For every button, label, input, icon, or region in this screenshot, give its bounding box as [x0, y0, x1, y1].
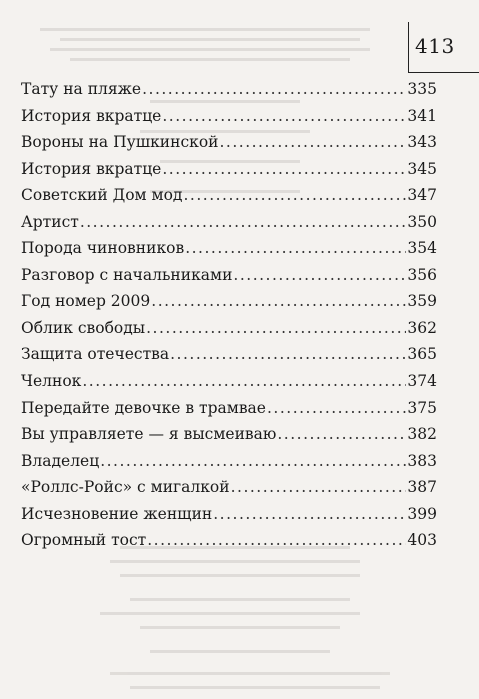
- toc-entry: [21, 505, 437, 532]
- toc-entry-title: Советский Дом мод: [21, 186, 183, 205]
- toc-leader: [213, 505, 406, 523]
- toc-entry: [21, 266, 437, 293]
- toc-leader: [233, 266, 406, 284]
- toc-entry-page: 382: [407, 425, 437, 444]
- toc-leader: [80, 213, 407, 231]
- toc-entry-page: 365: [407, 345, 437, 364]
- toc-entry-page: 347: [407, 186, 437, 205]
- toc-entry: [21, 160, 437, 187]
- toc-entry-page: 399: [407, 504, 437, 523]
- toc-entry-title: «Роллс-Ройс» с мигалкой: [21, 478, 230, 497]
- toc-entry-title: Передайте девочке в трамвае: [21, 398, 266, 417]
- toc-entry: [21, 319, 437, 346]
- toc-leader: [100, 452, 406, 470]
- toc-entry: [21, 292, 437, 319]
- toc-entry-page: 335: [407, 80, 437, 98]
- toc-entry-title: История вкратце: [21, 106, 162, 125]
- toc-entry-page: 341: [407, 106, 437, 125]
- toc-leader: [162, 107, 406, 125]
- toc-entry-page: 356: [407, 265, 437, 284]
- toc-entry: [21, 345, 437, 372]
- toc-entry: [21, 372, 437, 399]
- toc-entry: [21, 425, 437, 452]
- toc-entry-title: Вороны на Пушкинской: [21, 133, 219, 152]
- toc-entry-title: Год номер 2009: [21, 292, 151, 311]
- toc-entry-page: 403: [407, 531, 437, 550]
- toc-entry-title: Защита отечества: [21, 345, 170, 364]
- toc-entry-page: 375: [407, 398, 437, 417]
- toc-leader: [183, 186, 406, 204]
- toc-leader: [142, 80, 406, 98]
- toc-leader: [162, 160, 406, 178]
- toc-leader: [146, 319, 406, 337]
- toc-entry: [21, 133, 437, 160]
- toc-entry: [21, 478, 437, 505]
- toc-entry-page: 350: [407, 212, 437, 231]
- page-number: 413: [415, 34, 455, 58]
- toc-entry: [21, 107, 437, 134]
- toc-entry-title: Разговор с начальниками: [21, 265, 233, 284]
- toc-entry-page: 343: [407, 133, 437, 152]
- toc-entry-page: 354: [407, 239, 437, 258]
- toc-entry: [21, 80, 437, 107]
- toc-entry: [21, 452, 437, 479]
- toc-entry-title: Челнок: [21, 372, 82, 391]
- toc-leader: [277, 425, 406, 443]
- toc-entry-page: 345: [407, 159, 437, 178]
- toc-leader: [170, 345, 406, 363]
- toc-entry-title: Исчезновение женщин: [21, 504, 213, 523]
- toc-entry-page: 387: [407, 478, 437, 497]
- toc-entry-title: Артист: [21, 212, 79, 231]
- toc-entry-title: История вкратце: [21, 159, 162, 178]
- toc-entry-page: 359: [407, 292, 437, 311]
- toc-leader: [185, 239, 406, 257]
- toc-leader: [82, 372, 406, 390]
- toc-entry-title: Порода чиновников: [21, 239, 185, 258]
- toc-entry-page: 374: [407, 372, 437, 391]
- toc-entry: [21, 239, 437, 266]
- toc-entry-title: Облик свободы: [21, 318, 146, 337]
- toc-entry-page: 362: [407, 318, 437, 337]
- table-of-contents: [21, 80, 437, 558]
- toc-entry: [21, 186, 437, 213]
- toc-leader: [231, 478, 407, 496]
- toc-entry-title: Вы управляете — я высмеиваю: [21, 425, 277, 444]
- toc-leader: [220, 133, 407, 151]
- toc-entry-title: Тату на пляже: [21, 80, 142, 98]
- toc-entry-title: Владелец: [21, 451, 100, 470]
- toc-entry-page: 383: [407, 451, 437, 470]
- toc-leader: [147, 531, 406, 549]
- toc-entry: [21, 531, 437, 558]
- toc-entry: [21, 399, 437, 426]
- toc-entry-title: Огромный тост: [21, 531, 147, 550]
- toc-leader: [151, 292, 406, 310]
- toc-leader: [267, 399, 406, 417]
- toc-entry: [21, 213, 437, 240]
